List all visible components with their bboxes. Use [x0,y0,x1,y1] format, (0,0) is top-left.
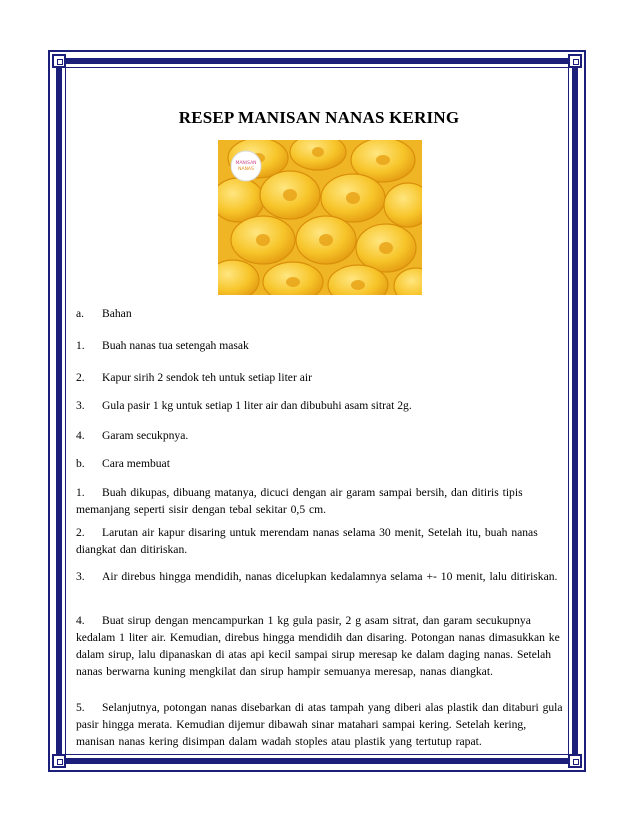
list-marker: 1. [76,339,85,352]
section-heading-cara-membuat [76,455,170,472]
list-item [76,369,312,386]
list-item [76,397,412,414]
corner-ornament-top-right [568,54,582,68]
step-marker: 3. [76,570,85,583]
dried-pineapple-photo [218,140,422,295]
corner-ornament-top-left [52,54,66,68]
list-marker: 4. [76,429,85,442]
badge-line-2: NANAS [238,167,254,172]
step-marker: 5. [76,701,85,714]
step-marker: 2. [76,526,85,539]
list-item [76,337,249,354]
corner-ornament-bottom-left [52,754,66,768]
section-heading-bahan [76,305,132,322]
brand-badge-icon [231,151,261,181]
list-marker: 2. [76,371,85,384]
section-label: Bahan [102,307,132,320]
badge-line-1: MANISAN [235,161,257,166]
list-item-text: Garam secukpnya. [102,429,189,442]
step-paragraph [76,568,566,585]
step-text: Buah dikupas, dibuang matanya, dicuci dengan air garam sampai bersih, dan ditiris tipis memanjang seperti sisir dengan tebal sekitar 0,5 cm. [76,486,523,516]
step-paragraph [76,524,566,558]
step-text: Air direbus hingga mendidih, nanas dicelupkan kedalamnya selama +- 10 menit, lalu ditiriskan. [102,570,558,583]
step-text: Buat sirup dengan mencampurkan 1 kg gula pasir, 2 g asam sitrat, dan garam secukupnya kedalam 1 liter air. Kemudian, direbus hingga mendidih dan disaring. Potongan nanas dimasukkan ke dalam sirup, lalu dipanaskan di atas api kecil sampai sirup meresap ke dalam daging nanas. Setelah nanas berwarna kuning mengkilat dan sirup hampir semuanya meresap, nanas diangkat. [76,614,560,678]
step-paragraph [76,699,566,750]
corner-ornament-bottom-right [568,754,582,768]
step-paragraph [76,612,566,680]
section-label: Cara membuat [102,457,170,470]
step-marker: 4. [76,614,85,627]
list-item-text: Buah nanas tua setengah masak [102,339,249,352]
step-marker: 1. [76,486,85,499]
pineapple-slices-image [218,140,422,295]
list-item [76,427,188,444]
list-item-text: Kapur sirih 2 sendok teh untuk setiap liter air [102,371,312,384]
page-title: RESEP MANISAN NANAS KERING [178,108,460,127]
step-text: Selanjutnya, potongan nanas disebarkan di atas tampah yang diberi alas plastik dan ditaburi gula pasir hingga merata. Kemudian dijemur dibawah sinar matahari sampai kering. Setelah kering, manisan nanas kering disimpan dalam wadah stoples atau plastik yang tertutup rapat. [76,701,563,748]
section-marker: a. [76,307,85,320]
step-text: Larutan air kapur disaring untuk merendam nanas selama 30 menit, Setelah itu, buah nanas diangkat dan ditiriskan. [76,526,538,556]
list-item-text: Gula pasir 1 kg untuk setiap 1 liter air dan dibubuhi asam sitrat 2g. [102,399,412,412]
list-marker: 3. [76,399,85,412]
step-paragraph [76,484,566,518]
section-marker: b. [76,457,85,470]
